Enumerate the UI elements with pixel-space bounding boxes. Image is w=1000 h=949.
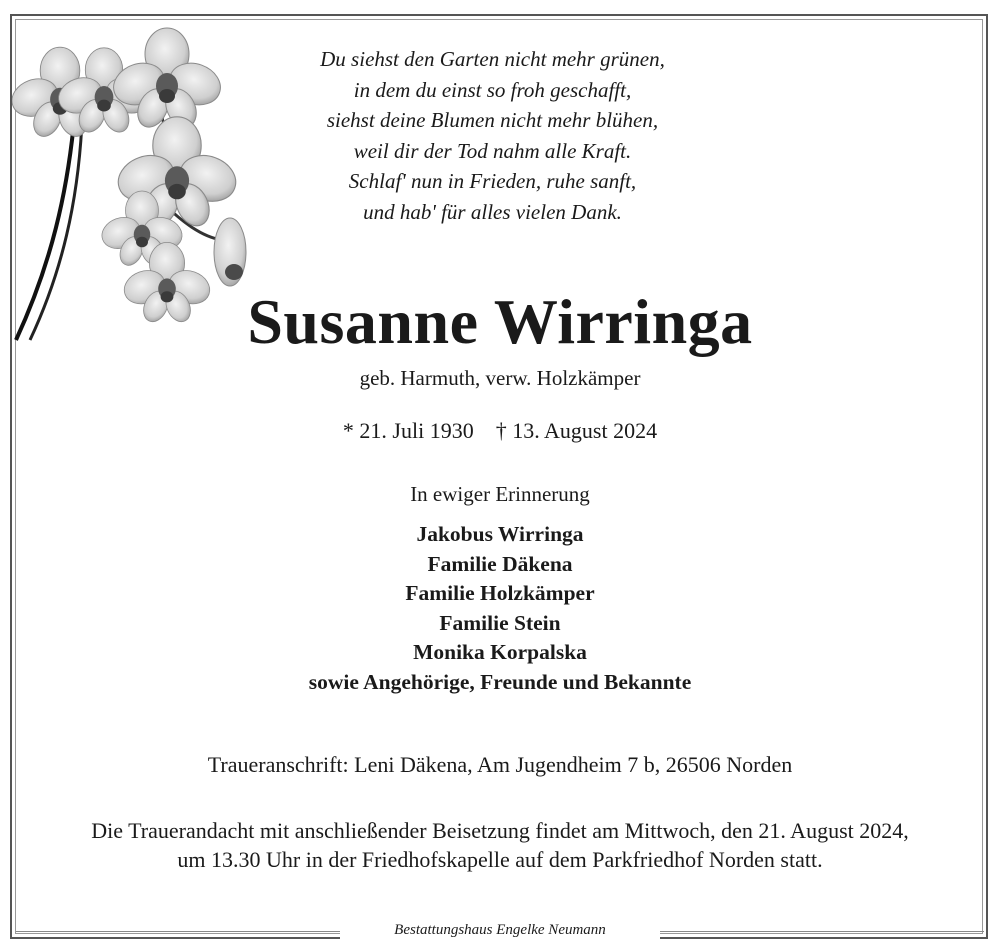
mourner: Familie Holzkämper <box>405 581 595 606</box>
mourner: Jakobus Wirringa <box>416 522 584 546</box>
poem-line: und hab' für alles vielen Dank. <box>363 199 622 224</box>
memory-line: In ewiger Erinnerung <box>410 482 590 506</box>
poem-line: in dem du einst so froh geschafft, <box>353 77 632 102</box>
poem-line: Schlaf' nun in Frieden, ruhe sanft, <box>348 169 637 194</box>
mourners-list <box>0 520 1000 698</box>
service-info <box>0 817 1000 874</box>
mourner: sowie Angehörige, Freunde und Bekannte <box>308 669 692 694</box>
maiden-name: geb. Harmuth, verw. Holzkämper <box>359 366 641 390</box>
mourner: Monika Korpalska <box>413 640 587 665</box>
footer-rule-left <box>16 931 346 932</box>
mourning-address: Traueranschrift: Leni Däkena, Am Jugendheim 7 b, 26506 Norden <box>207 752 793 777</box>
poem <box>240 44 745 228</box>
funeral-home: Bestattungshaus Engelke Neumann <box>340 919 660 941</box>
footer-rule-right <box>654 931 984 932</box>
death-date: † 13. August 2024 <box>495 418 658 443</box>
mourner: Familie Däkena <box>427 551 573 576</box>
service-line: um 13.30 Uhr in der Friedhofskapelle auf dem Parkfriedhof Norden statt. <box>177 846 823 872</box>
life-dates <box>0 416 1000 446</box>
deceased-name: Susanne Wirringa <box>247 286 753 357</box>
poem-line: Du siehst den Garten nicht mehr grünen, <box>320 47 665 71</box>
birth-date: * 21. Juli 1930 <box>342 418 474 443</box>
mourner: Familie Stein <box>439 610 561 635</box>
poem-line: weil dir der Tod nahm alle Kraft. <box>353 138 632 163</box>
service-line: Die Trauerandacht mit anschließender Beisetzung findet am Mittwoch, den 21. August 2024, <box>91 818 909 843</box>
poem-line: siehst deine Blumen nicht mehr blühen, <box>326 108 659 133</box>
